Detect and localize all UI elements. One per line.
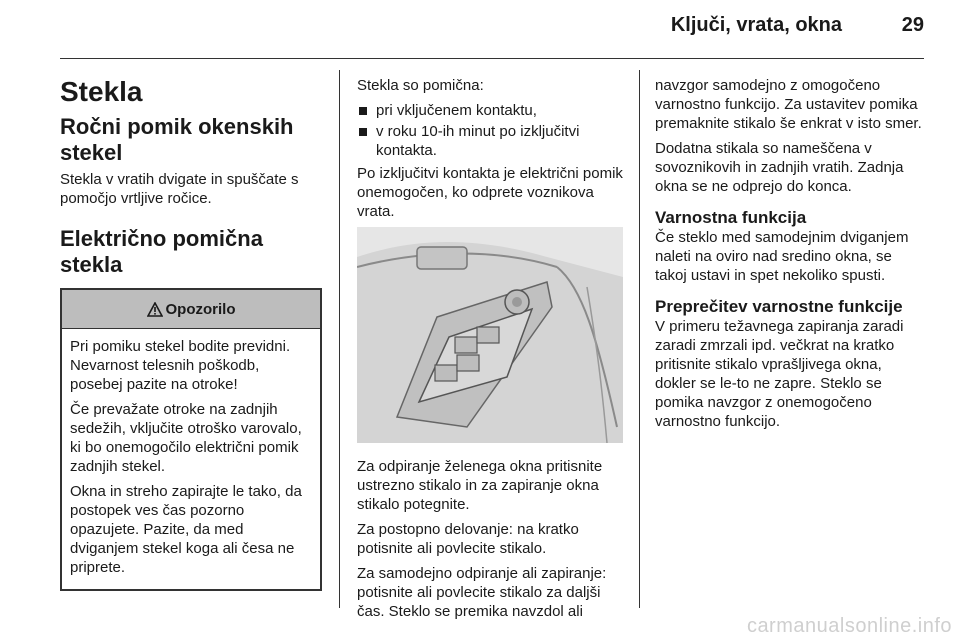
paragraph: Za samodejno odpiranje ali zapiranje: potisnite ali povlecite stikalo za daljši čas. Steklo se premika navzdol ali [357,565,607,620]
paragraph: Za postopno delovanje: na kratko potisnite ali povlecite stikalo. [357,521,579,557]
list-item: pri vključenem kontaktu, [357,101,623,120]
override-safety-heading: Preprečitev varnostne funkcije [655,297,903,316]
column-left [60,68,322,591]
column-right [655,76,925,437]
warning-header [62,290,320,329]
column-divider-2 [639,70,640,608]
manual-windows-heading: Ročni pomik okenskih stekel [60,114,294,165]
safety-function-text: Če steklo med samodejnim dviganjem naleti na oviro nad sredino okna, se takoj ustavi in spet nekoliko spusti. [655,229,909,284]
column-divider-1 [339,70,340,608]
override-safety-text: V primeru težavnega zapiranja zaradi zaradi zmrzali ipd. večkrat na kratko pritisnite stikalo vprašljivega okna, dokler se le-to ne zapre. Steklo se pomika navzgor z onemogočeno varnostno funkcijo. [655,318,904,430]
watermark: carmanualsonline.info [746,615,952,637]
paragraph: Dodatna stikala so nameščena v sovoznikovih in zadnjih vratih. Zadnja okna se ne odprejo do konca. [655,140,904,195]
warning-paragraph: Pri pomiku stekel bodite previdni. Nevarnost telesnih poškodb, posebej pazite na otroke! [70,338,291,393]
section-title: Stekla [60,76,143,107]
paragraph: navzgor samodejno z omogočeno varnostno funkcijo. Za ustavitev pomika premaknite stikalo še enkrat v isto smer. [655,77,922,132]
paragraph: Po izključitvi kontakta je električni pomik onemogočen, ko odprete voznikova vrata. [357,165,623,220]
safety-function-heading: Varnostna funkcija [655,208,807,227]
list-item: v roku 10-ih minut po izključitvi kontakta. [357,122,623,160]
page-number: 29 [901,14,924,36]
running-header-title: Ključi, vrata, okna [670,14,842,36]
warning-paragraph: Če prevažate otroke na zadnjih sedežih, vključite otroško varovalo, ki bo onemogočilo električni pomik zadnjih stekel. [70,401,302,475]
paragraph: Za odpiranje želenega okna pritisnite ustrezno stikalo in za zapiranje okna stikalo potegnite. [357,458,603,513]
header-rule [60,58,924,59]
warning-box [60,288,322,591]
column-middle [357,76,623,627]
conditions-list [357,101,623,160]
warning-paragraph: Okna in streho zapirajte le tako, da postopek ves čas pozorno opazujete. Pazite, da med dviganjem stekel koga ali česa ne priprete. [70,483,302,576]
intro-text: Stekla so pomična: [357,77,484,94]
warning-triangle-icon [147,302,163,317]
door-window-switch-panel-illustration [357,227,623,443]
manual-windows-text: Stekla v vratih dvigate in spuščate s pomočjo vrtljive ročice. [60,171,299,207]
electric-windows-heading: Električno pomična stekla [60,226,263,277]
warning-title: Opozorilo [165,300,236,318]
warning-body [62,329,320,589]
